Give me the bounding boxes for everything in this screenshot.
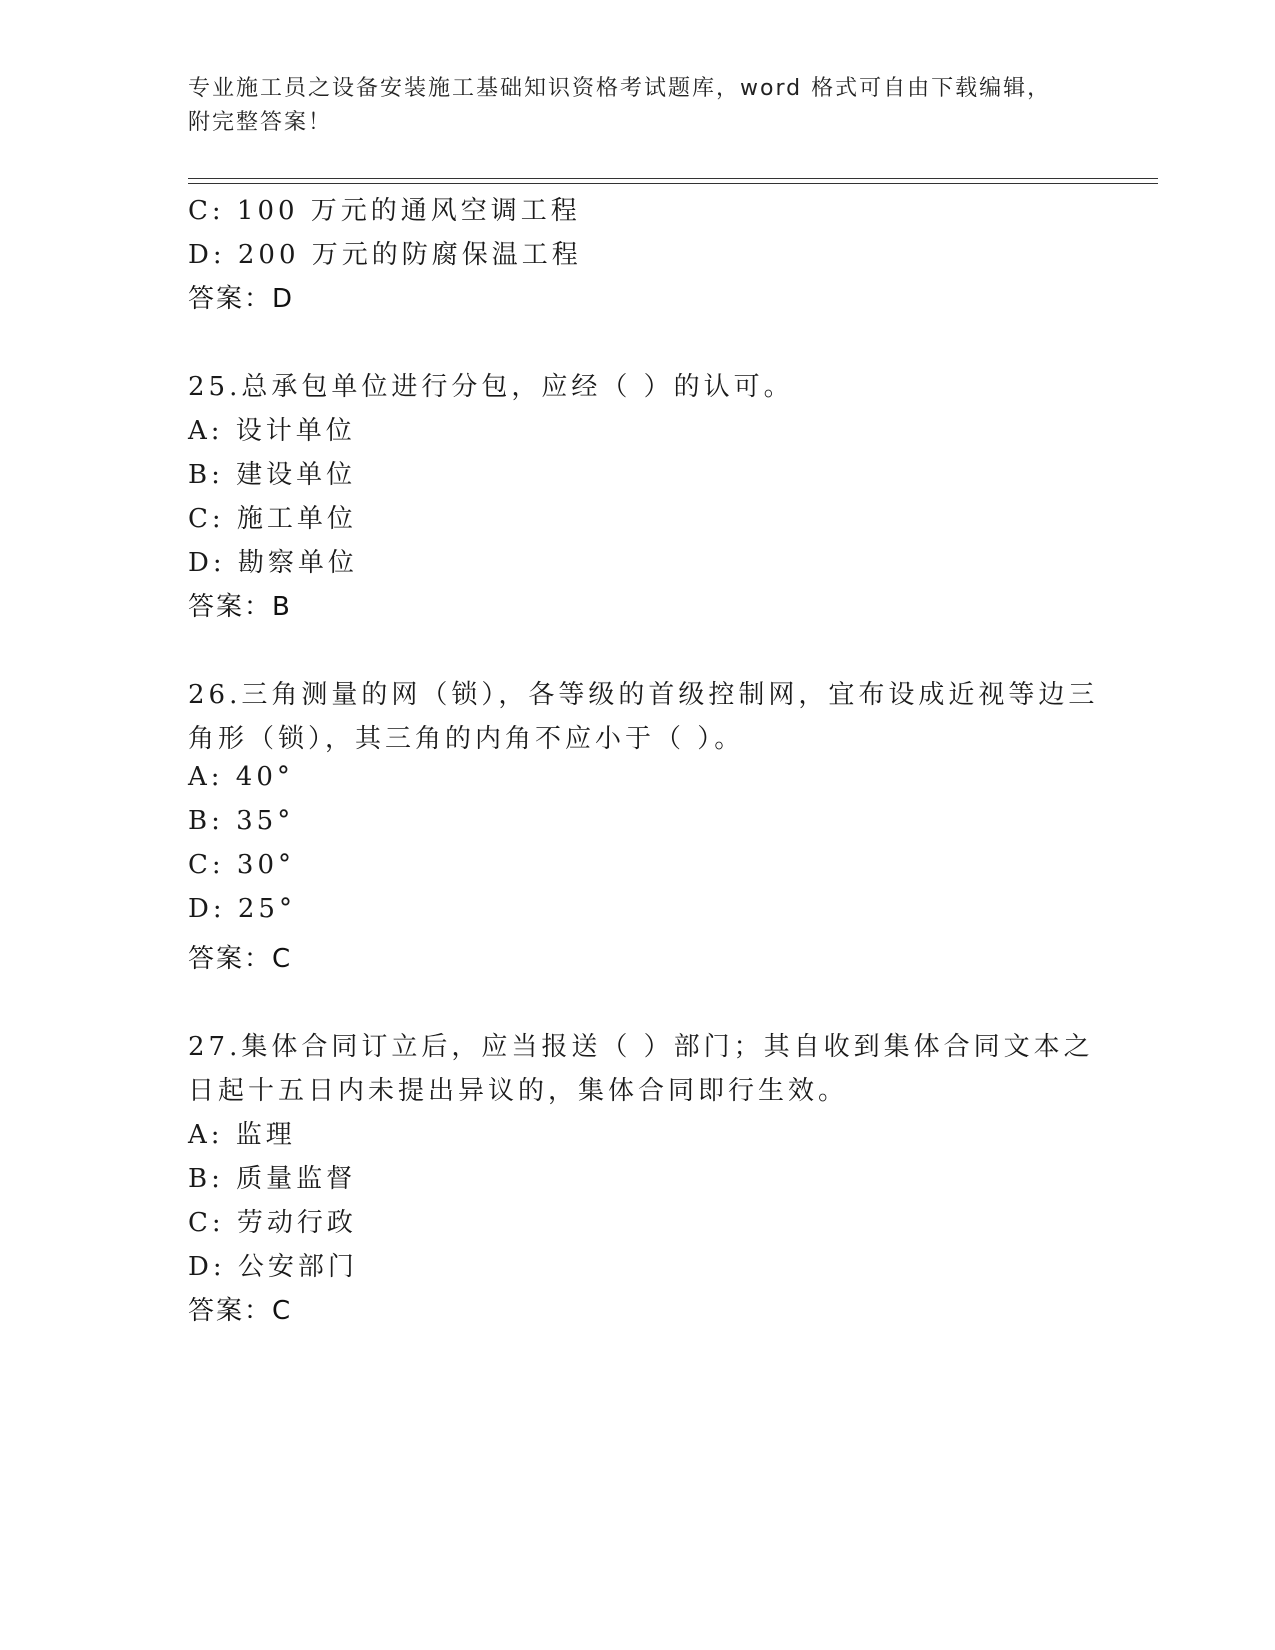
header-divider-bottom [188, 183, 1158, 184]
prev-option-d: D: 200 万元的防腐保温工程 [188, 240, 582, 270]
q26-option-c: C: 30° [188, 850, 296, 880]
q27-answer: 答案：C [188, 1296, 293, 1326]
q27-stem-line-2: 日起十五日内未提出异议的，集体合同即行生效。 [188, 1076, 849, 1106]
q25-stem: 25.总承包单位进行分包，应经（ ）的认可。 [188, 372, 794, 402]
q26-option-d: D: 25° [188, 894, 296, 924]
prev-answer: 答案：D [188, 284, 295, 314]
q27-option-d: D: 公安部门 [188, 1252, 358, 1282]
q25-option-d: D: 勘察单位 [188, 548, 358, 578]
header-line-2: 附完整答案！ [188, 110, 333, 135]
q26-stem-line-2: 角形（锁），其三角的内角不应小于（ ）。 [188, 724, 745, 754]
header-divider-top [188, 178, 1158, 179]
q26-stem-line-1: 26.三角测量的网（锁），各等级的首级控制网，宜布设成近视等边三 [188, 680, 1099, 710]
q26-answer: 答案：C [188, 944, 293, 974]
q25-option-c: C: 施工单位 [188, 504, 357, 534]
q26-option-a: A: 40° [188, 762, 294, 792]
document-header [188, 72, 1088, 140]
q27-option-a: A: 监理 [188, 1120, 296, 1150]
q26-option-b: B: 35° [188, 806, 295, 836]
q27-stem-line-1: 27.集体合同订立后，应当报送（ ）部门；其自收到集体合同文本之 [188, 1032, 1094, 1062]
q25-option-b: B: 建设单位 [188, 460, 357, 490]
header-line-1: 专业施工员之设备安装施工基础知识资格考试题库，word 格式可自由下载编辑， [188, 76, 1052, 101]
q25-option-a: A: 设计单位 [188, 416, 356, 446]
prev-option-c: C: 100 万元的通风空调工程 [188, 196, 581, 226]
q27-option-b: B: 质量监督 [188, 1164, 357, 1194]
q25-answer: 答案：B [188, 592, 292, 622]
q27-option-c: C: 劳动行政 [188, 1208, 357, 1238]
